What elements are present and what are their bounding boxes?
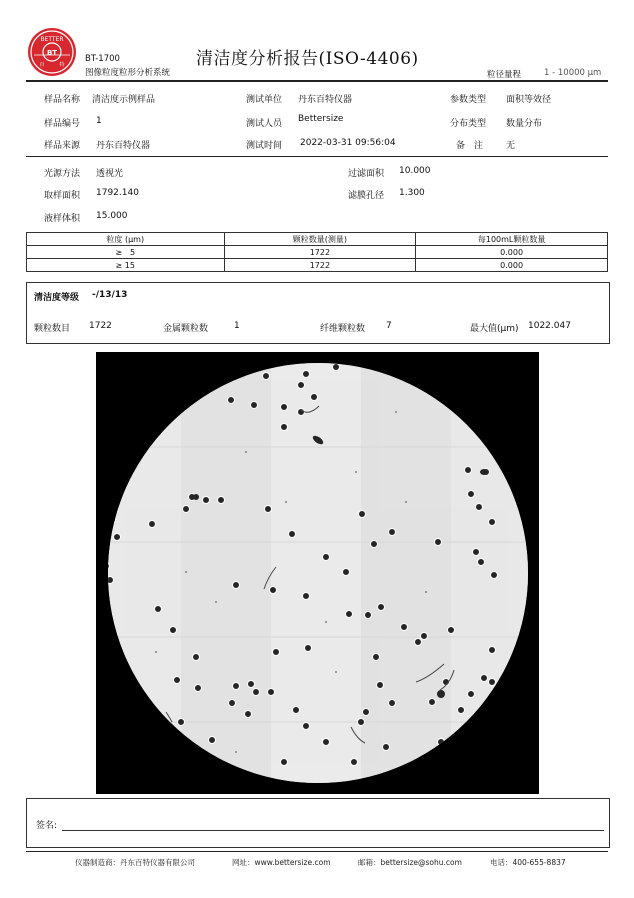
- grade-label: 清洁度等级: [34, 293, 80, 303]
- param-type-value: 面积等效径: [506, 95, 552, 105]
- sampling-area-value: 1792.140: [96, 188, 139, 198]
- sample-source-label: 样品来源: [44, 141, 81, 151]
- footer-email: 邮箱：bettersize@sohu.com: [358, 858, 462, 867]
- max-size-label: 最大值(μm): [470, 324, 519, 334]
- table-cell: ≥ 15: [27, 259, 225, 272]
- logo-emblem-icon: [28, 28, 76, 76]
- table-header-row: [27, 233, 608, 246]
- light-source-label: 光源方法: [44, 169, 81, 179]
- test-unit-label: 测试单位: [246, 95, 283, 105]
- particle-count-label: 颗粒数目: [34, 324, 71, 334]
- test-time-label: 测试时间: [246, 141, 283, 151]
- test-time-value: 2022-03-31 09:56:04: [300, 138, 396, 148]
- tester-label: 测试人员: [246, 119, 283, 129]
- range-value: 1 - 10000 μm: [544, 68, 602, 78]
- filter-area-label: 过滤面积: [348, 169, 385, 179]
- header-divider: [26, 80, 608, 82]
- fiber-count-label: 纤维颗粒数: [320, 324, 366, 334]
- param-type-label: 参数类型: [450, 95, 487, 105]
- tester-value: Bettersize: [298, 114, 344, 124]
- footer-maker: 仪器制造商：丹东百特仪器有限公司: [75, 858, 195, 867]
- table-row: [27, 259, 608, 272]
- table-header: 粒度 (μm): [27, 233, 225, 246]
- table-header: 颗粒数量(测量): [224, 233, 416, 246]
- signature-box: [26, 798, 610, 848]
- dist-type-label: 分布类型: [450, 119, 487, 129]
- table-cell: 1722: [224, 246, 416, 259]
- footer-phone: 电话：400-655-8837: [490, 858, 566, 867]
- metal-count-label: 金属颗粒数: [163, 324, 209, 334]
- company-logo: [28, 28, 76, 76]
- sample-id-value: 1: [96, 116, 102, 126]
- remark-value: 无: [506, 141, 516, 151]
- system-name: 图像粒度粒形分析系统: [85, 68, 171, 78]
- table-cell: 0.000: [416, 246, 608, 259]
- fiber-count-value: 7: [386, 321, 392, 331]
- signature-label: 签名:: [36, 821, 58, 831]
- membrane-micrograph: [96, 352, 539, 794]
- table-cell: 0.000: [416, 259, 608, 272]
- sample-id-label: 样品编号: [44, 119, 81, 129]
- range-label: 粒径量程: [487, 70, 522, 80]
- sample-name-label: 样品名称: [44, 95, 81, 105]
- liquid-volume-value: 15.000: [96, 211, 128, 221]
- particle-count-value: 1722: [89, 321, 112, 331]
- table-row: [27, 246, 608, 259]
- sample-name-value: 清洁度示例样品: [92, 95, 156, 105]
- particle-count-table: [26, 232, 608, 272]
- metal-count-value: 1: [234, 321, 240, 331]
- filter-area-value: 10.000: [399, 166, 431, 176]
- pore-size-value: 1.300: [399, 188, 425, 198]
- report-title: 清洁度分析报告(ISO-4406): [196, 49, 419, 69]
- pore-size-label: 滤膜孔径: [348, 191, 385, 201]
- footer-website: 网址：www.bettersize.com: [232, 858, 331, 867]
- footer-divider: [26, 851, 608, 852]
- grade-value: -/13/13: [92, 290, 128, 300]
- sample-source-value: 丹东百特仪器: [96, 141, 151, 151]
- signature-line: [62, 830, 604, 831]
- logo-text: BETTER: [40, 36, 64, 43]
- table-header: 每100mL颗粒数量: [416, 233, 608, 246]
- filter-membrane-image: [96, 352, 539, 794]
- liquid-volume-label: 液样体积: [44, 214, 81, 224]
- light-source-value: 透视光: [96, 169, 124, 179]
- test-unit-value: 丹东百特仪器: [298, 95, 353, 105]
- table-cell: ≥ 5: [27, 246, 225, 259]
- sampling-area-label: 取样面积: [44, 191, 81, 201]
- max-size-value: 1022.047: [528, 321, 571, 331]
- logo-sub-right: 特: [59, 62, 65, 68]
- model-number: BT-1700: [85, 54, 120, 64]
- dist-type-value: 数量分布: [506, 119, 543, 129]
- logo-inner-text: BT: [46, 49, 58, 57]
- table-cell: 1722: [224, 259, 416, 272]
- info-divider: [26, 156, 608, 157]
- remark-label: 备 注: [456, 141, 484, 151]
- logo-sub-left: 百: [39, 62, 45, 68]
